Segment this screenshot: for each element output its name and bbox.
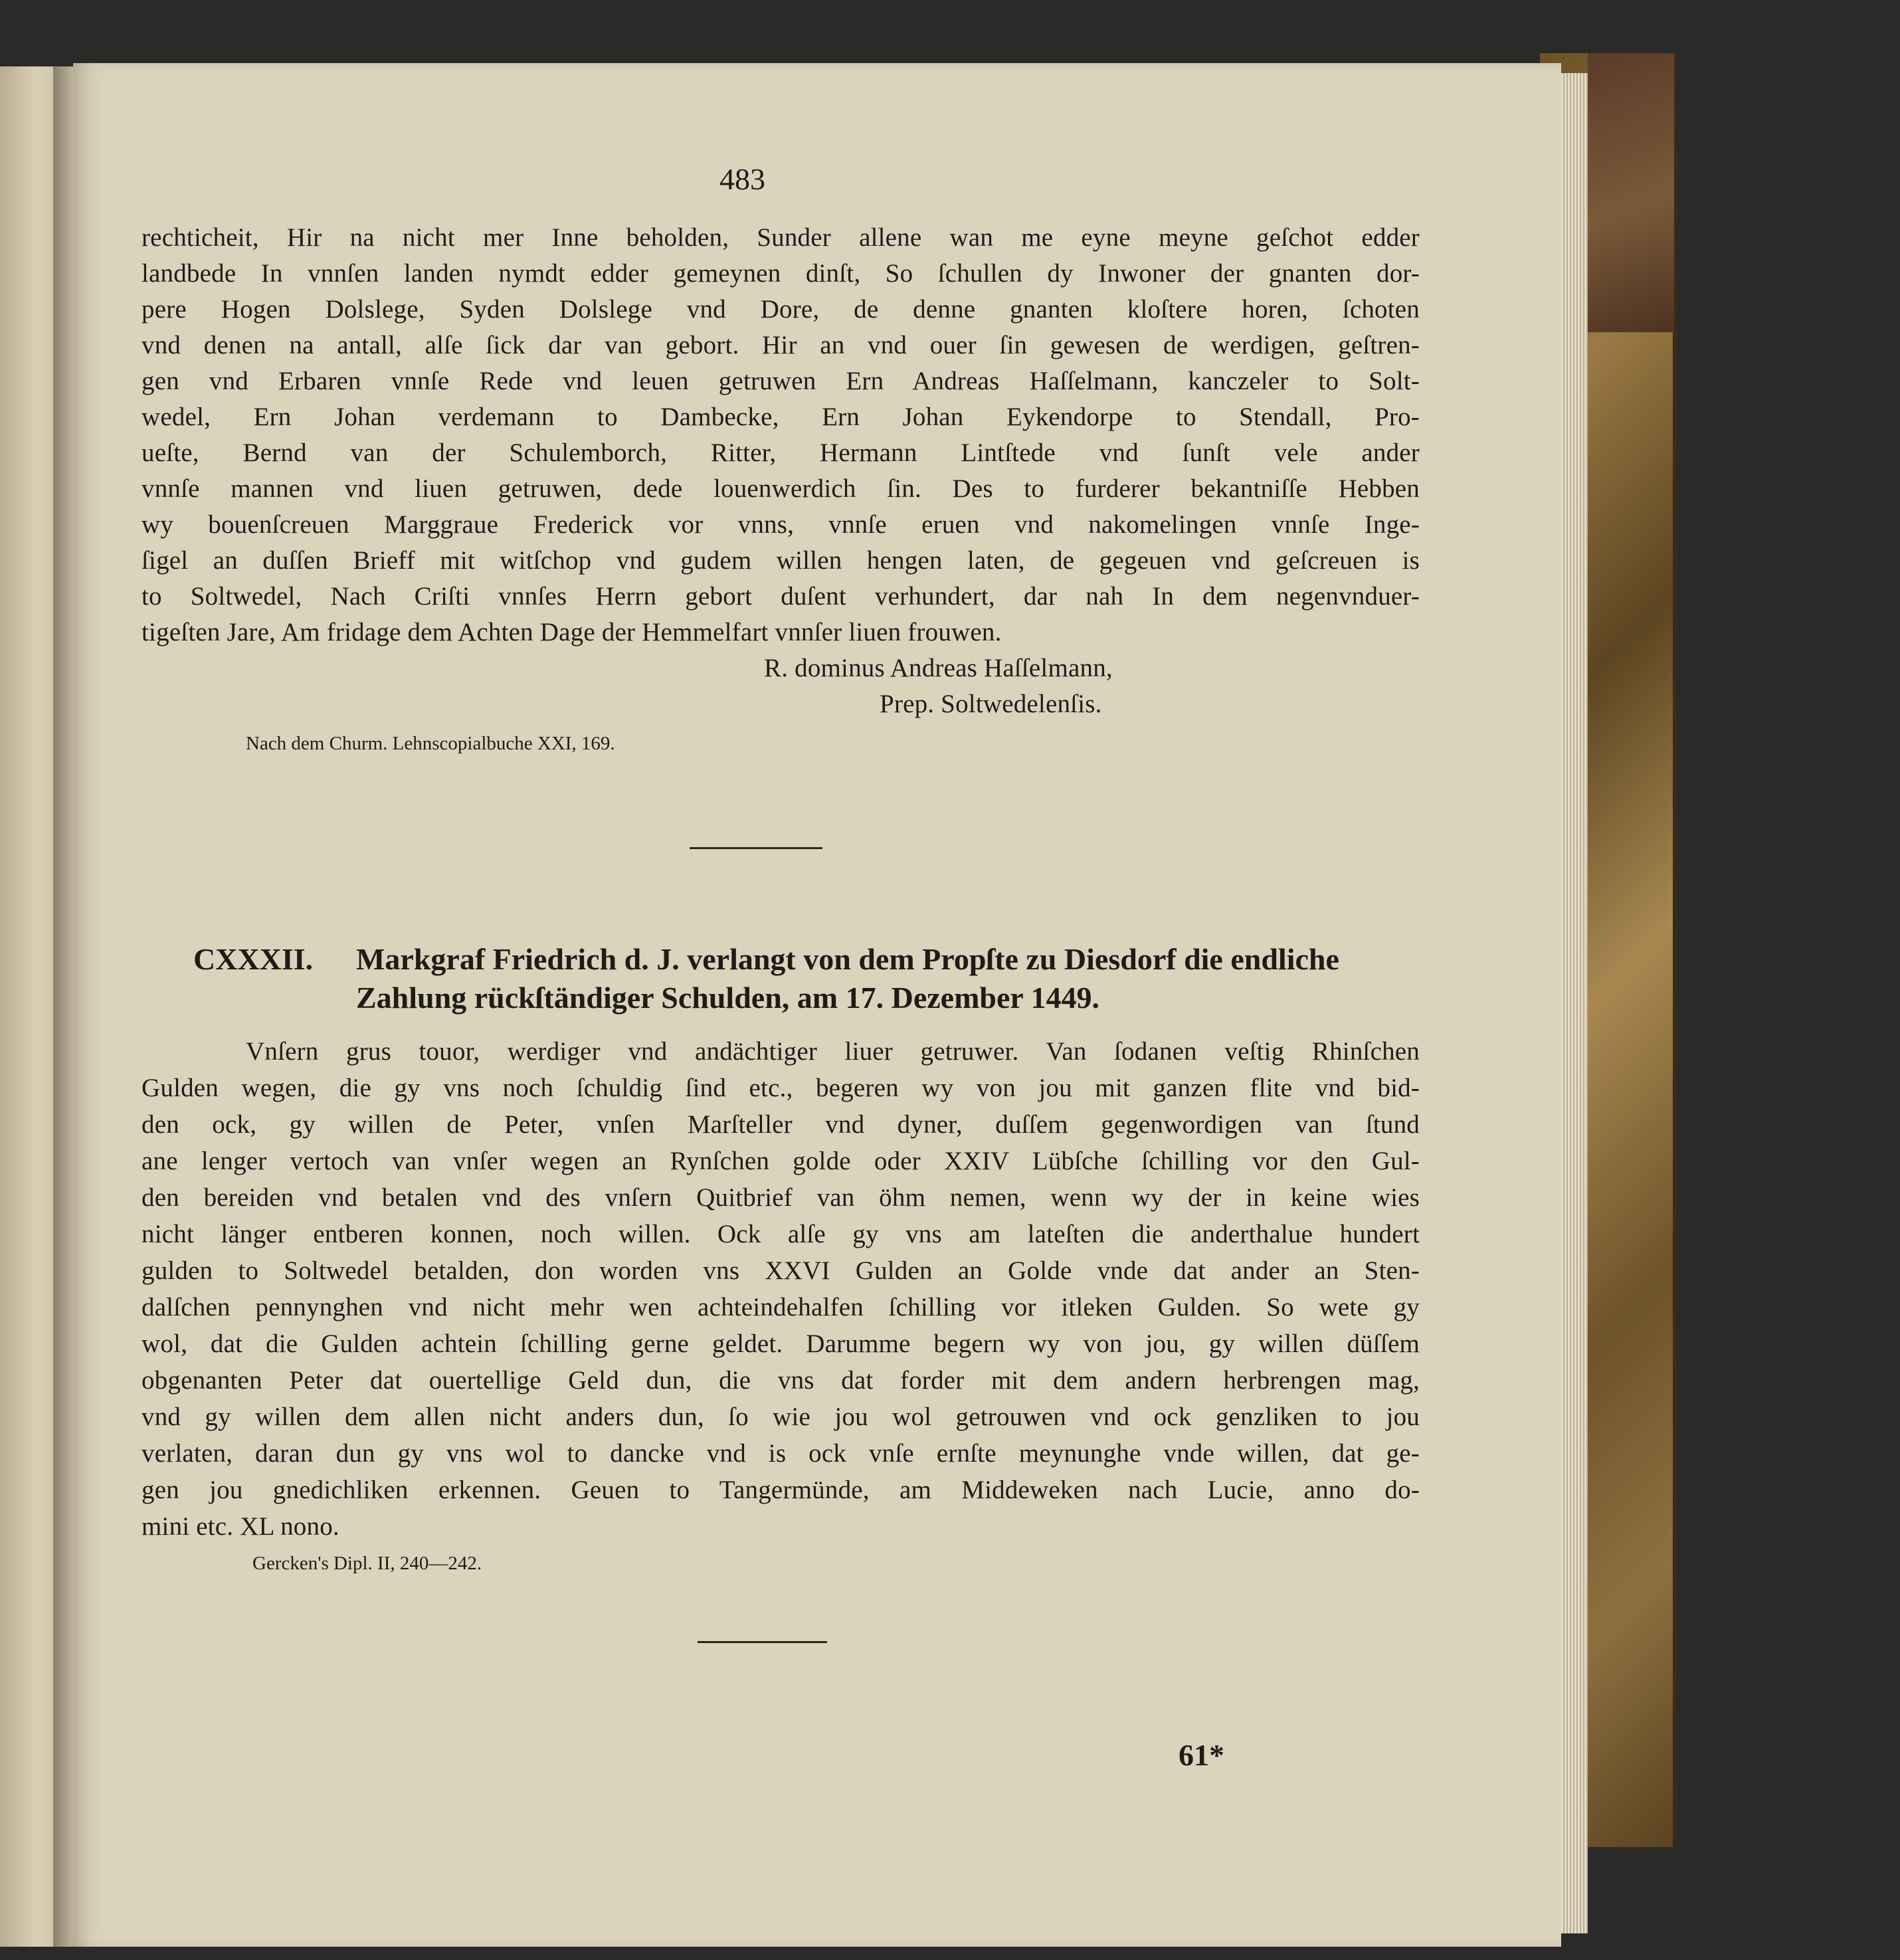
text-line: gen vnd Erbaren vnnſe Rede vnd leuen getruwen Ern Andreas Haſſelmann, kanczeler to Solt- xyxy=(142,367,1420,395)
left-page-edge xyxy=(0,66,60,1947)
text-line: tigeſten Jare, Am fridage dem Achten Dage der Hemmelfart vnnſer liuen frouwen. xyxy=(142,618,1002,646)
text-line: pere Hogen Dolslege, Syden Dolslege vnd Dore, de denne gnanten kloſtere horen, ſchoten xyxy=(142,295,1420,324)
text-line: ueſte, Bernd van der Schulemborch, Ritter, Hermann Lintſtede vnd ſunſt vele ander xyxy=(142,439,1420,467)
text-line: vnd gy willen dem allen nicht anders dun, ſo wie jou wol getrouwen vnd ock genzliken to jou xyxy=(142,1403,1420,1431)
text-line: landbede In vnnſen landen nymdt edder gemeynen dinſt, So ſchullen dy Inwoner der gnanten dor- xyxy=(142,259,1420,288)
cover-corner xyxy=(1588,53,1674,332)
text-line: ane lenger vertoch van vnſer wegen an Rynſchen golde oder XXIV Lübſche ſchilling vor den Gul- xyxy=(142,1147,1420,1175)
source-note: Nach dem Churm. Lehnscopialbuche XXI, 169. xyxy=(246,733,615,754)
text-line: wy bouenſcreuen Marggraue Frederick vor vnns, vnnſe eruen vnd nakomelingen vnnſe Inge- xyxy=(142,510,1420,539)
text-line: nicht länger entberen konnen, noch willen. Ock alſe gy vns am lateſten die anderthalue hundert xyxy=(142,1220,1420,1248)
signature-line-2: Prep. Soltwedelenſis. xyxy=(880,690,1102,718)
section-divider xyxy=(698,1641,827,1643)
text-line: mini etc. XL nono. xyxy=(142,1512,339,1541)
book-page xyxy=(73,63,1561,1947)
section-divider xyxy=(690,847,822,849)
text-line: gen jou gnedichliken erkennen. Geuen to Tangermünde, am Middeweken nach Lucie, anno do- xyxy=(142,1476,1420,1504)
text-line: wol, dat die Gulden achtein ſchilling gerne geldet. Darumme begern wy von jou, gy willen düſſem xyxy=(142,1329,1420,1358)
text-line: obgenanten Peter dat ouertellige Geld dun, die vns dat forder mit dem andern herbrengen mag, xyxy=(142,1366,1420,1395)
source-note: Gercken's Dipl. II, 240—242. xyxy=(252,1553,482,1574)
page-number: 483 xyxy=(719,162,765,196)
text-line: rechticheit, Hir na nicht mer Inne beholden, Sunder allene wan me eyne meyne geſchot edder xyxy=(142,223,1420,252)
text-line: wedel, Ern Johan verdemann to Dambecke, Ern Johan Eykendorpe to Stendall, Pro- xyxy=(142,403,1420,431)
text-line: den ock, gy willen de Peter, vnſen Marſteller vnd dyner, duſſem gegenwordigen van ſtund xyxy=(142,1110,1420,1139)
text-line: gulden to Soltwedel betalden, don worden vns XXVI Gulden an Golde vnde dat ander an Sten- xyxy=(142,1256,1420,1285)
text-line: vnnſe mannen vnd liuen getruwen, dede louenwerdich ſin. Des to furderer bekantniſſe Hebben xyxy=(142,474,1420,503)
text-line: vnd denen na antall, alſe ſick dar van gebort. Hir an vnd ouer ſin gewesen de werdigen, geſtren- xyxy=(142,331,1420,359)
signature-line-1: R. dominus Andreas Haſſelmann, xyxy=(764,654,1113,682)
text-line: Vnſern grus touor, werdiger vnd andächtiger liuer getruwer. Van ſodanen veſtig Rhinſchen xyxy=(246,1037,1420,1066)
text-line: verlaten, daran dun gy vns wol to dancke vnd is ock vnſe ernſte meynunghe vnde willen, dat ge- xyxy=(142,1439,1420,1468)
text-line: to Soltwedel, Nach Criſti vnnſes Herrn gebort duſent verhundert, dar nah In dem negenvnduer- xyxy=(142,582,1420,611)
document-heading-line-1: Markgraf Friedrich d. J. verlangt von dem Propſte zu Diesdorf die endliche xyxy=(356,942,1339,976)
document-heading-line-2: Zahlung rückſtändiger Schulden, am 17. Dezember 1449. xyxy=(356,981,1099,1015)
document-number: CXXXII. xyxy=(193,942,314,976)
signature-mark: 61* xyxy=(1179,1738,1224,1772)
text-line: dalſchen pennynghen vnd nicht mehr wen achteindehalfen ſchilling vor itleken Gulden. So wete gy xyxy=(142,1293,1420,1322)
text-line: den bereiden vnd betalen vnd des vnſern Quitbrief van öhm nemen, wenn wy der in keine wies xyxy=(142,1183,1420,1212)
text-line: ſigel an duſſen Brieff mit witſchop vnd gudem willen hengen laten, de gegeuen vnd geſcreuen is xyxy=(142,546,1420,575)
text-line: Gulden wegen, die gy vns noch ſchuldig ſind etc., begeren wy von jou mit ganzen flite vnd bid- xyxy=(142,1074,1420,1102)
